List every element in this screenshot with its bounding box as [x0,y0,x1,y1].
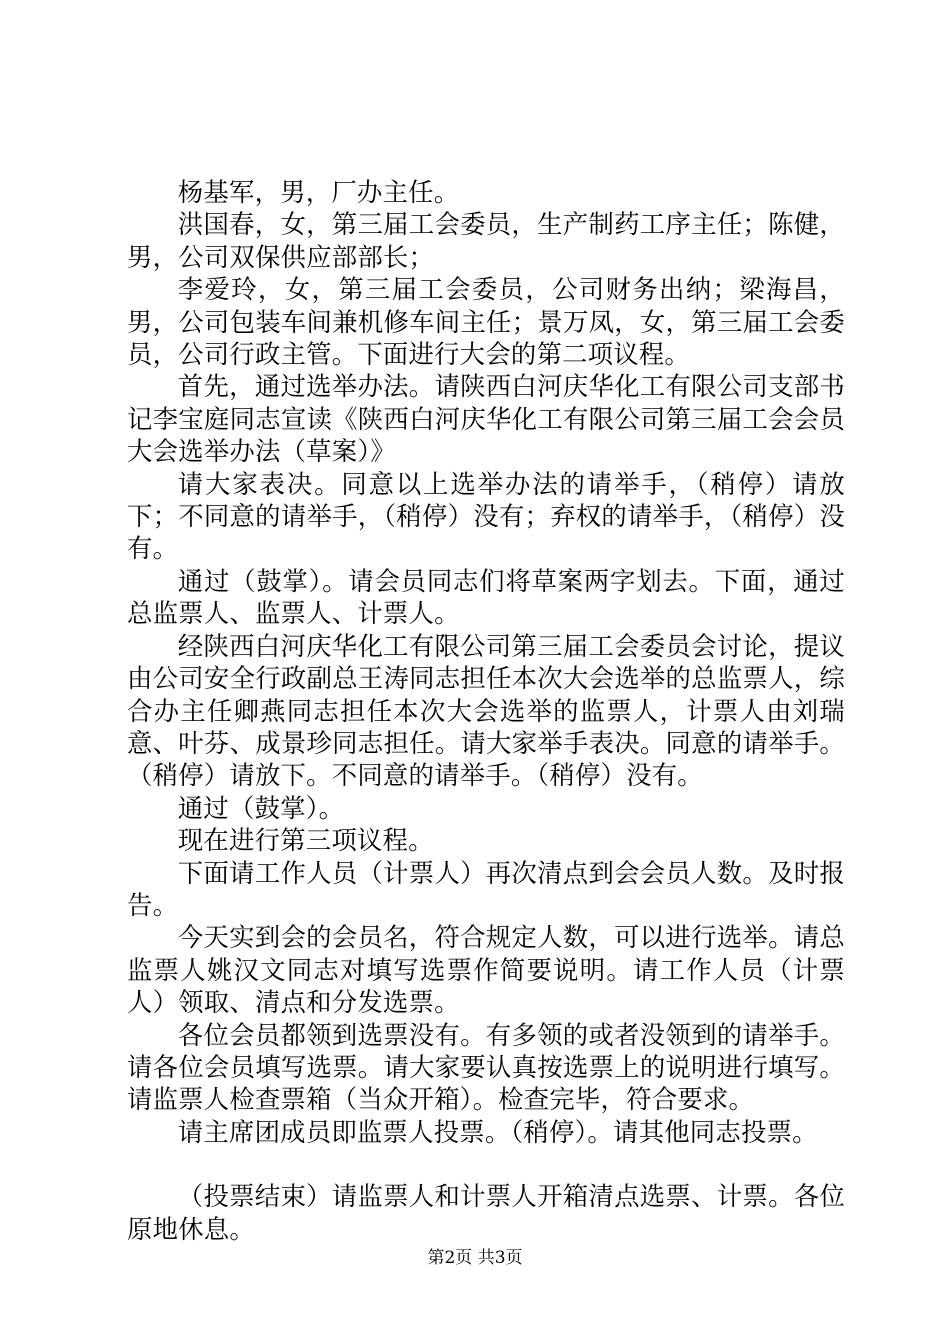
paragraph: 各位会员都领到选票没有。有多领的或者没领到的请举手。请各位会员填写选票。请大家要认真按选票上的说明进行填写。请监票人检查票箱（当众开箱）。检查完毕，符合要求。 [127,1019,845,1115]
paragraph: 洪国春，女，第三届工会委员，生产制药工序主任；陈健，男，公司双保供应部部长； [127,209,845,272]
paragraph: 经陕西白河庆华化工有限公司第三届工会委员会讨论，提议由公司安全行政副总王涛同志担任本次大会选举的总监票人，综合办主任卿燕同志担任本次大会选举的监票人，计票人由刘瑞意、叶芬、成景珍同志担任。请大家举手表决。同意的请举手。（稍停）请放下。不同意的请举手。（稍停）没有。 [127,630,845,791]
paragraph: 请主席团成员即监票人投票。（稍停）。请其他同志投票。 [177,1116,818,1147]
paragraph: 今天实到会的会员名，符合规定人数，可以进行选举。请总监票人姚汉文同志对填写选票作简要说明。请工作人员（计票人）领取、清点和分发选票。 [127,922,845,1018]
paragraph: 通过（鼓掌）。 [177,792,345,823]
paragraph: （投票结束）请监票人和计票人开箱清点选票、计票。各位原地休息。 [127,1181,845,1244]
document-body [127,176,845,1245]
paragraph: 现在进行第三项议程。 [177,825,434,856]
page-number-footer: 第2页 共3页 [427,1248,523,1268]
paragraph: 杨基军，男，厂办主任。 [177,177,460,207]
paragraph: 请大家表决。同意以上选举办法的请举手，（稍停）请放下；不同意的请举手，（稍停）没有；弃权的请举手，（稍停）没有。 [127,468,845,564]
paragraph: 下面请工作人员（计票人）再次清点到会会员人数。及时报告。 [127,857,845,920]
paragraph: 李爱玲，女，第三届工会委员，公司财务出纳；梁海昌，男，公司包装车间兼机修车间主任；景万凤，女，第三届工会委员，公司行政主管。下面进行大会的第二项议程。 [127,274,845,370]
paragraph: 首先，通过选举办法。请陕西白河庆华化工有限公司支部书记李宝庭同志宣读《陕西白河庆华化工有限公司第三届工会会员大会选举办法（草案）》 [127,371,845,467]
paragraph: 通过（鼓掌）。请会员同志们将草案两字划去。下面，通过总监票人、监票人、计票人。 [127,565,845,629]
